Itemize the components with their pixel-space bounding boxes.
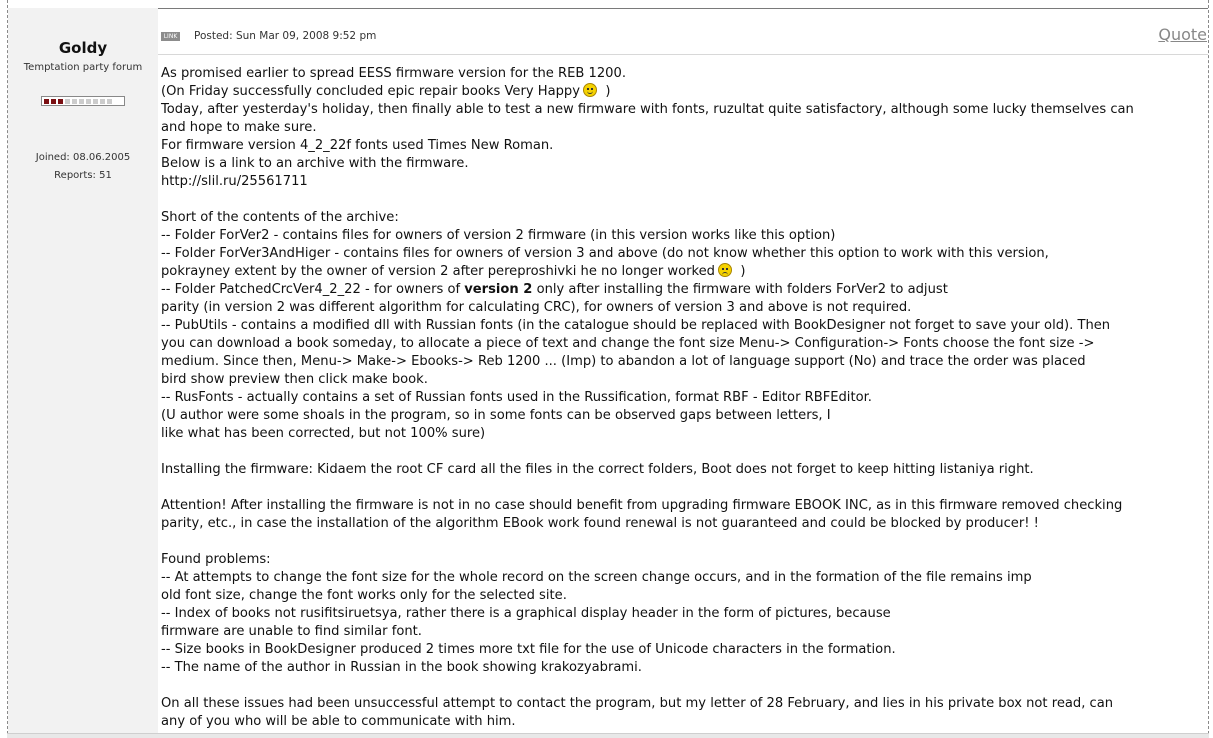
post-line: Today, after yesterday's holiday, then finally able to test a new firmware with fonts, ruzultat quite satisfactory, although some lucky themselves can xyxy=(161,102,1134,117)
post-line: Installing the firmware: Kidaem the root CF card all the files in the correct folders, Boot does not forget to keep hitting listaniya right. xyxy=(161,462,1034,477)
post-line: -- RusFonts - actually contains a set of Russian fonts used in the Russification, format RBF - Editor RBFEditor. xyxy=(161,390,872,405)
post-link-icon[interactable]: LINK xyxy=(161,32,180,41)
blank-line xyxy=(161,443,1209,461)
rank-pip xyxy=(65,99,70,104)
post-line: Below is a link to an archive with the firmware. xyxy=(161,156,469,171)
post-line-text: (On Friday successfully concluded epic repair books Very Happy xyxy=(161,84,580,99)
firmware-link[interactable]: http://slil.ru/25561711 xyxy=(161,174,308,189)
post-line: On all these issues had been unsuccessful attempt to contact the program, but my letter of 28 February, and lies in his private box not read, can xyxy=(161,696,1114,711)
post-line: Short of the contents of the archive: xyxy=(161,210,399,225)
post-line xyxy=(161,281,1209,299)
blank-line xyxy=(161,533,1209,551)
rank-pip xyxy=(86,99,91,104)
post-line: For firmware version 4_2_22f fonts used Times New Roman. xyxy=(161,138,554,153)
post-line-text: ) xyxy=(740,264,746,279)
rank-pip xyxy=(79,99,84,104)
bottom-divider xyxy=(7,733,1209,738)
post-line: -- Folder ForVer3AndHiger - contains files for owners of version 3 and above (do not know whether this option to work with this version, xyxy=(161,246,1049,261)
post-line: -- Folder ForVer2 - contains files for owners of version 2 firmware (in this version works like this option) xyxy=(161,228,836,243)
post-line: parity, etc., in case the installation of the algorithm EBook work found renewal is not guaranteed and could be blocked by producer! ! xyxy=(161,516,1039,531)
post-line-text: pokrayney extent by the owner of version 2 after pereproshivki he no longer worked xyxy=(161,264,715,279)
blank-line xyxy=(161,479,1209,497)
author-sidebar xyxy=(8,8,158,734)
rank-pip xyxy=(107,99,112,104)
post-line: Attention! After installing the firmware is not in no case should benefit from upgrading firmware EBOOK INC, as in this firmware removed checking xyxy=(161,498,1123,513)
post-line: (U author were some shoals in the program, so in some fonts can be observed gaps between letters, I xyxy=(161,408,831,423)
post-line: old font size, change the font works only for the selected site. xyxy=(161,588,567,603)
post-line: firmware are unable to find similar font. xyxy=(161,624,422,639)
post-line: parity (in version 2 was different algorithm for calculating CRC), for owners of version 3 and above is not required. xyxy=(161,300,912,315)
post-line: bird show preview then click make book. xyxy=(161,372,428,387)
blank-line xyxy=(161,677,1209,695)
post-line-text: ) xyxy=(605,84,611,99)
post-line: Found problems: xyxy=(161,552,271,567)
rank-pip xyxy=(44,99,49,104)
post-line: -- Index of books not rusifitsiruetsya, rather there is a graphical display header in the form of pictures, because xyxy=(161,606,891,621)
post-line: and hope to make sure. xyxy=(161,120,317,135)
header-divider xyxy=(158,54,1208,55)
rank-pip xyxy=(100,99,105,104)
sad-smiley-icon xyxy=(718,263,732,277)
post-line: medium. Since then, Menu-> Make-> Ebooks-> Reb 1200 ... (Imp) to abandon a lot of language support (No) and trace the order was placed xyxy=(161,354,1086,369)
rank-pip xyxy=(51,99,56,104)
top-divider xyxy=(158,8,1208,9)
quote-button[interactable]: Quote xyxy=(1158,25,1207,44)
author-name[interactable]: Goldy xyxy=(58,39,108,57)
post-line: -- The name of the author in Russian in the book showing krakozyabrami. xyxy=(161,660,642,675)
author-rank: Temptation party forum xyxy=(23,62,143,73)
post-line: any of you who will be able to communicate with him. xyxy=(161,714,516,729)
rank-bar xyxy=(41,96,125,106)
post-line xyxy=(161,83,1209,101)
rank-pip xyxy=(58,99,63,104)
post-line: -- Size books in BookDesigner produced 2 times more txt file for the use of Unicode characters in the formation. xyxy=(161,642,896,657)
very-happy-smiley-icon xyxy=(583,83,597,97)
post-line-text: only after installing the firmware with folders ForVer2 to adjust xyxy=(536,282,948,297)
post-line-text: -- Folder PatchedCrcVer4_2_22 - for owners of xyxy=(161,282,461,297)
author-joined: Joined: 08.06.2005 xyxy=(35,152,131,163)
post-timestamp: Posted: Sun Mar 09, 2008 9:52 pm xyxy=(194,30,377,42)
post-body xyxy=(161,65,1209,731)
author-reports: Reports: 51 xyxy=(54,170,112,181)
post-line xyxy=(161,263,1209,281)
post-line: like what has been corrected, but not 100% sure) xyxy=(161,426,486,441)
rank-pip xyxy=(93,99,98,104)
post-line: As promised earlier to spread EESS firmware version for the REB 1200. xyxy=(161,66,627,81)
blank-line xyxy=(161,191,1209,209)
post-line: you can download a book someday, to allocate a piece of text and change the font size Menu-> Configuration-> Fonts choose the font size -> xyxy=(161,336,1095,351)
rank-pip xyxy=(72,99,77,104)
post-line: -- At attempts to change the font size for the whole record on the screen change occurs, and in the formation of the file remains imp xyxy=(161,570,1032,585)
post-line: -- PubUtils - contains a modified dll with Russian fonts (in the catalogue should be replaced with BookDesigner not forget to save your old). Then xyxy=(161,318,1111,333)
bold-text: version 2 xyxy=(464,282,533,297)
